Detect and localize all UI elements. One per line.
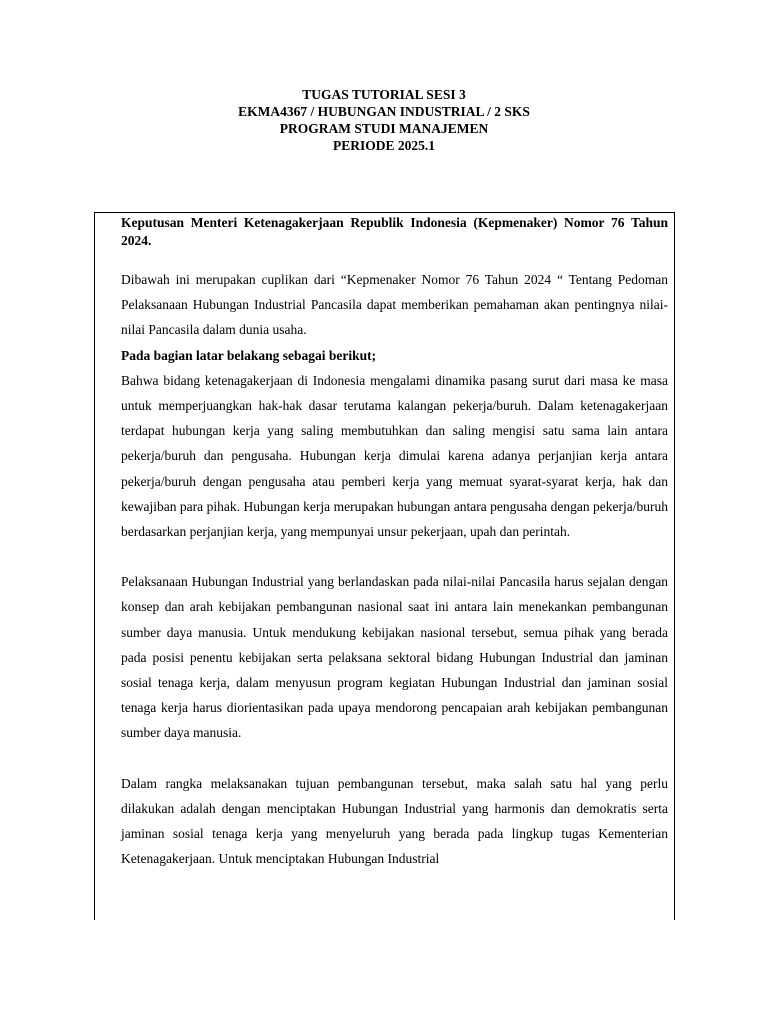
paragraph-2: Pelaksanaan Hubungan Industrial yang berlandaskan pada nilai-nilai Pancasila harus sejalan dengan konsep dan arah kebijakan pembangunan nasional saat ini antara lain menekankan pembangunan sumber daya manusia. Untuk mendukung kebijakan nasional tersebut, semua pihak yang berada pada posisi penentu kebijakan serta pelaksana sektoral bidang Hubungan Industrial dan jaminan sosial tenaga kerja, dalam menyusun program kegiatan Hubungan Industrial dan jaminan sosial tenaga kerja harus diorientasikan pada upaya mendorong pencapaian arah kebijakan pembangunan sumber daya manusia. [121,574,668,741]
paragraph-gap [121,746,668,771]
header-line-program: PROGRAM STUDI MANAJEMEN [279,121,489,136]
header-line-session: TUGAS TUTORIAL SESI 3 [302,87,466,102]
header-line-period: PERIODE 2025.1 [332,138,435,153]
box-title: Keputusan Menteri Ketenagakerjaan Republik Indonesia (Kepmenaker) Nomor 76 Tahun 2024. [121,215,668,248]
question-box [94,212,675,920]
intro-paragraph: Dibawah ini merupakan cuplikan dari “Kepmenaker Nomor 76 Tahun 2024 “ Tentang Pedoman Pelaksanaan Hubungan Industrial Pancasila dapat memberikan pemahaman akan pentingnya nilai-nilai Pancasila dalam dunia usaha. [121,272,668,338]
background-subheading: Pada bagian latar belakang sebagai berikut; [121,347,377,363]
paragraph-1: Bahwa bidang ketenagakerjaan di Indonesia mengalami dinamika pasang surut dari masa ke masa untuk memperjuangkan hak-hak dasar terutama kalangan pekerja/buruh. Dalam ketenagakerjaan terdapat hubungan kerja yang saling membutuhkan dan saling mengisi satu sama lain antara pekerja/buruh dan pengusaha. Hubungan kerja dimulai karena adanya perjanjian kerja antara pekerja/buruh dengan pengusaha atau pemberi kerja yang memuat syarat-syarat kerja, hak dan kewajiban para pihak. Hubungan kerja merupakan hubungan antara pengusaha dengan pekerja/buruh berdasarkan perjanjian kerja, yang mempunyai unsur pekerjaan, upah dan perintah. [121,372,668,540]
question-content [121,214,668,871]
paragraph-gap [121,544,668,569]
paragraph-3: Dalam rangka melaksanakan tujuan pembangunan tersebut, maka salah satu hal yang perlu dilakukan adalah dengan menciptakan Hubungan Industrial yang harmonis dan demokratis serta jaminan sosial tenaga kerja yang menyeluruh yang berada pada lingkup tugas Kementerian Ketenagakerjaan. Untuk menciptakan Hubungan Industrial [121,775,668,867]
document-header [0,86,768,154]
header-line-course: EKMA4367 / HUBUNGAN INDUSTRIAL / 2 SKS [238,104,530,119]
